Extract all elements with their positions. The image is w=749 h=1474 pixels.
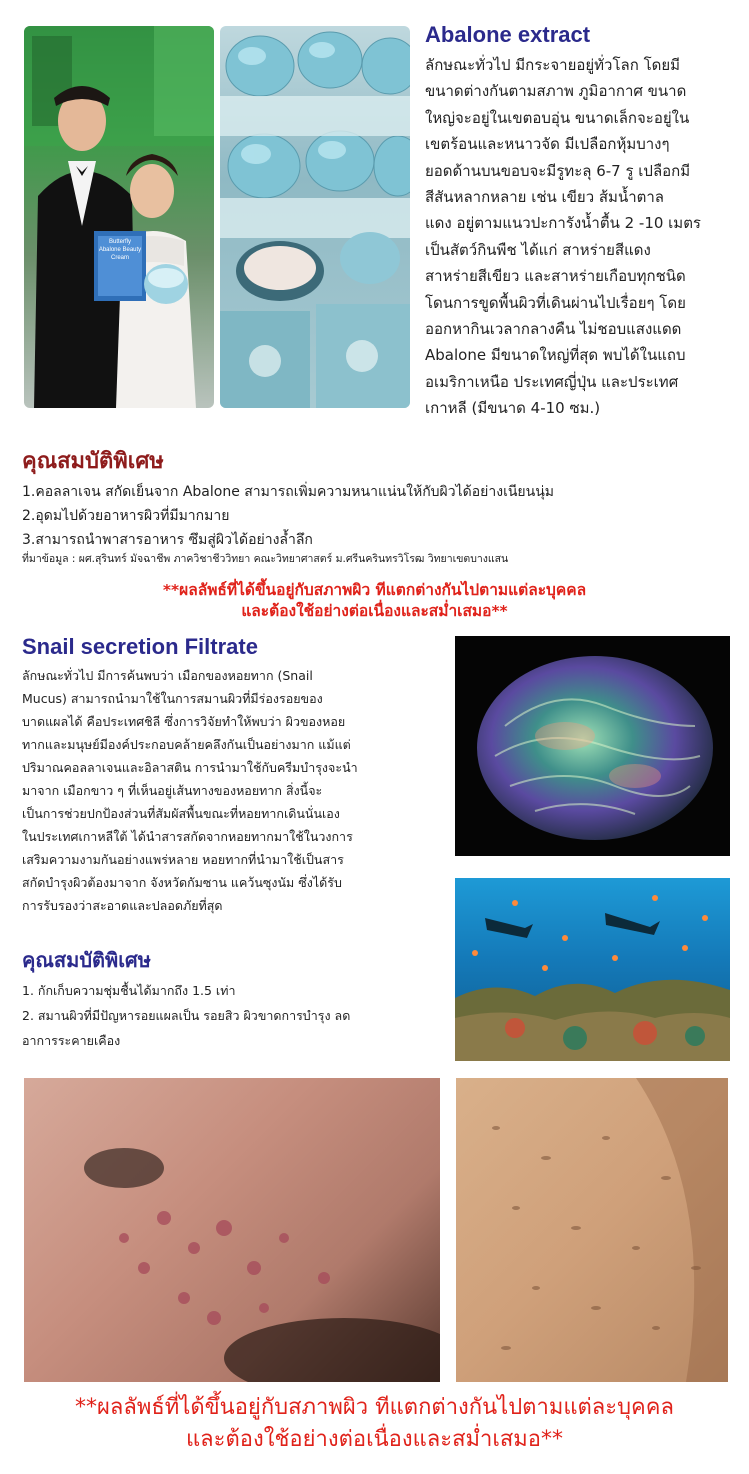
snail-line: Mucus) สามารถนำมาใช้ในการสมานผิวที่มีร่องรอยของ [22,691,323,706]
snail-description [22,664,442,917]
snail-line: ในประเทศเกาหลีใต้ ได้นำสารสกัดจากหอยทากมาใช้ในวงการ [22,829,353,844]
abalone-line: อเมริกาเหนือ ประเทศญี่ปุ่น และประเทศ [425,372,679,391]
abalone-line: ลักษณะทั่วไป มีกระจายอยู่ทั่วโลก โดยมี [425,56,681,74]
property-item: 1.คอลลาเจน สกัดเย็นจาก Abalone สามารถเพิ่มความหนาแน่นให้กับผิวได้อย่างเนียนนุ่ม [22,484,554,500]
disclaimer-line: **ผลลัพธ์ที่ได้ขึ้นอยู่กับสภาพผิว ทีแตกต่างกันไปตามแต่ละบุคคล [75,1395,674,1420]
snail-line: ทากและมนุษย์มีองค์ประกอบคล้ายคลึงกันเป็นอย่างมาก แม้แต่ [22,737,351,752]
snail-special-list [22,978,442,1053]
abalone-line: ใหญ่จะอยู่ในเขตอบอุ่น ขนาดเล็กจะอยู่ใน [425,108,690,127]
snail-line: เป็นการช่วยปกป้องส่วนที่สัมผัสพื้นขณะที่หอยทากเดินนั่นเอง [22,806,340,821]
pore-skin-photo [456,1078,728,1382]
abalone-line: เขตร้อนและหนาวจัด มีเปลือกหุ้มบางๆ [425,135,670,154]
snail-property-item: 2. สมานผิวที่มีปัญหารอยแผลเป็น รอยสิว ผิวขาดการบำรุง ลด [22,1008,351,1023]
snail-line: เสริมความงามกันอย่างแพร่หลาย หอยทากที่นำมาใช้เป็นสาร [22,852,344,867]
disclaimer-line: และต้องใช้อย่างต่อเนื่องและสม่ำเสมอ** [241,602,508,620]
abalone-line: เกาหลี (มีขนาด 4-10 ซม.) [425,399,601,418]
abalone-line: ออกหากินเวลากลางคืน ไม่ชอบแสงแดด [425,320,682,339]
abalone-line: Abalone มีขนาดใหญ่ที่สุด พบได้ในแถบ [425,346,686,365]
snail-line: มาจาก เมือกขาว ๆ ที่เห็นอยู่เส้นทางของหอยทาก สิ่งนี้จะ [22,783,323,798]
snail-line: สกัดบำรุงผิวต้องมาจาก จังหวัดกัมซาน แคว้นซุงนัม ซึ่งได้รับ [22,875,342,890]
snail-line: ปริมาณคอลลาเจนและอิลาสติน การนำมาใช้กับครีมบำรุงจะนำ [22,760,358,775]
snail-line: บาดแผลได้ คือประเทศชิลี ซึ่งการวิจัยทำให้พบว่า ผิวของหอย [22,714,346,729]
snail-line: ลักษณะทั่วไป มีการค้นพบว่า เมือกของหอยทาก (Snail [22,668,313,683]
jars-photo [220,26,410,408]
abalone-shell-photo [455,636,730,856]
disclaimer-line: และต้องใช้อย่างต่อเนื่องและสม่ำเสมอ** [185,1427,564,1452]
source-credit: ที่มาข้อมูล : ผศ.สุรินทร์ มัจฉาชีพ ภาควิชาชีววิทยา คณะวิทยาศาสตร์ ม.ศรีนครินทรวิโรฒ วิทยาเขตบางแสน [22,553,509,565]
product-box-label: Butterfly Abalone Beauty Cream [98,239,142,261]
acne-skin-before-photo [24,1078,440,1382]
snail-title: Snail secretion Filtrate [22,634,258,659]
abalone-line: สีสันหลากหลาย เช่น เขียว ส้มน้ำตาล [425,188,664,207]
diver-reef-photo [455,878,730,1061]
property-item: 3.สามารถนำพาสารอาหาร ซึมสู่ผิวได้อย่างล้ำลึก [22,532,313,548]
special-properties-list [22,480,742,552]
snail-property-item: อาการระคายเคือง [22,1033,121,1048]
property-item: 2.อุดมไปด้วยอาหารผิวที่มีมากมาย [22,508,230,524]
abalone-description [425,52,745,422]
abalone-line: สาหร่ายสีเขียว และสาหร่ายเกือบทุกชนิด [425,267,686,286]
disclaimer-line: **ผลลัพธ์ที่ได้ขึ้นอยู่กับสภาพผิว ทีแตกต่างกันไปตามแต่ละบุคคล [162,581,587,599]
snail-special-heading: คุณสมบัติพิเศษ [22,950,151,972]
abalone-line: แดง อยู่ตามแนวปะการังน้ำตื้น 2 -10 เมตร [425,214,701,233]
abalone-title: Abalone extract [425,22,591,47]
abalone-line: ยอดด้านบนขอบจะมีรูทะลุ 6-7 รู เปลือกมี [425,161,691,180]
snail-property-item: 1. กักเก็บความชุ่มชื้นได้มากถึง 1.5 เท่า [22,983,236,998]
results-disclaimer-bottom [0,1392,749,1456]
special-properties-heading: คุณสมบัติพิเศษ [22,449,164,474]
abalone-line: ขนาดต่างกันตามสภาพ ภูมิอากาศ ขนาด [425,82,687,101]
abalone-line: โดนการขูดพื้นผิวที่เดินผ่านไปเรื่อยๆ โดย [425,293,686,312]
results-disclaimer [0,580,749,622]
abalone-line: เป็นสัตว์กินพืช ได้แก่ สาหร่ายสีแดง [425,240,651,259]
snail-line: การรับรองว่าสะอาดและปลอดภัยที่สุด [22,898,223,913]
couple-photo [24,26,214,408]
